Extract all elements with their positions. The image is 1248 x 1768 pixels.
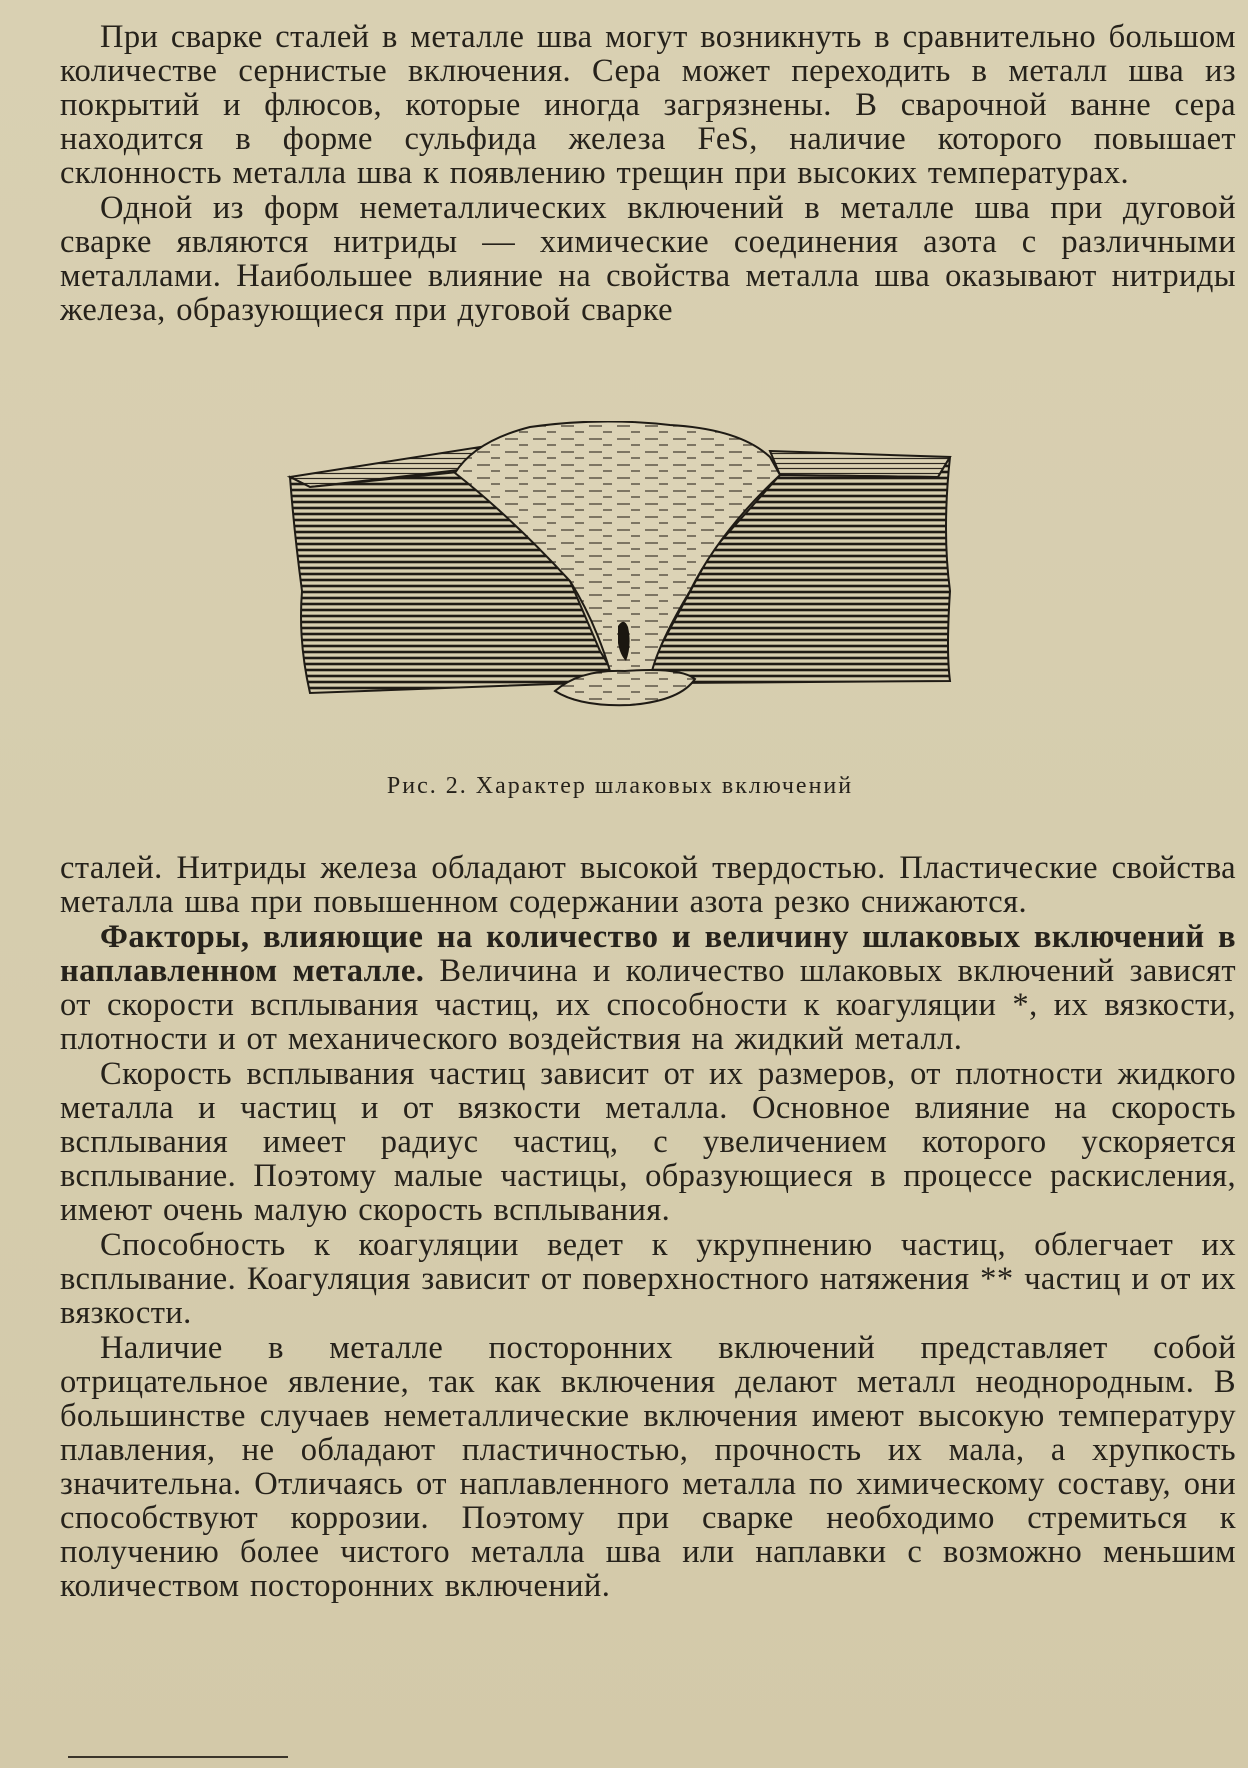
right-plate-top-surface xyxy=(770,451,950,477)
bottom-text-block xyxy=(60,851,1236,1603)
figure-caption: Рис. 2. Характер шлаковых включений xyxy=(386,773,854,799)
paragraph-particle-speed: Скорость всплывания частиц зависит от их размеров, от плотности жидкого металла и частиц и от вязкости металла. Основное влияние на скорость всплывания имеет радиус частиц, с увеличением которого ускоряется всплывание. Поэтому малые частицы, образующиеся в процессе раскисления, имеют очень малую скорость всплывания. xyxy=(60,1056,1236,1228)
paragraph-coagulation: Способность к коагуляции ведет к укрупнению частиц, облегчает их всплывание. Коагуляция зависит от поверхностного натяжения ** частиц и от их вязкости. xyxy=(60,1227,1236,1331)
weld-cross-section-illustration xyxy=(250,421,1070,751)
top-text-block xyxy=(60,20,1236,391)
paragraph-nitrides: Одной из форм неметаллических включений в металле шва при дуговой сварке являются нитриды — химические соединения азота с различными металлами. Наибольшее влияние на свойства металла шва оказывают нитриды железа, образующиеся при дуговой сварке xyxy=(60,190,1236,328)
section-heading-factors: Факторы, влияющие на количество и величину шлаковых включений в наплавленном металле. xyxy=(60,919,1236,989)
paragraph-foreign-inclusions: Наличие в металле посторонних включений представляет собой отрицательное явление, так как включения делают металл неоднородным. В большинстве случаев неметаллические включения имеют высокую температуру плавления, не обладают пластичностью, прочность их мала, а хрупкость значительна. Отличаясь от наплавленного металла по химическому составу, они способствуют коррозии. Поэтому при сварке необходимо стремиться к получению более чистого металла шва или наплавки с возможно меньшим количеством посторонних включений. xyxy=(60,1330,1236,1604)
figure-slag-inclusions xyxy=(60,391,1236,851)
paragraph-sulfur-inclusions: При сварке сталей в металле шва могут возникнуть в сравнительно большом количестве сернистые включения. Сера может переходить в металл шва из покрытий и флюсов, которые иногда загрязнены. В сварочной ванне сера находится в форме сульфида железа FeS, наличие которого повышает склонность металла шва к появлению трещин при высоких температурах. xyxy=(60,20,1236,191)
paragraph-factors-text: Величина и количество шлаковых включений зависят от скорости всплывания частиц, их способности к коагуляции *, их вязкости, плотности и от механического воздействия на жидкий металл. xyxy=(60,953,1237,1057)
paragraph-factors xyxy=(60,920,1236,1056)
footnote-divider xyxy=(68,1756,288,1758)
paragraph-nitrides-continuation: сталей. Нитриды железа обладают высокой твердостью. Пластические свойства металла шва при повышенном содержании азота резко снижаются. xyxy=(60,850,1236,920)
